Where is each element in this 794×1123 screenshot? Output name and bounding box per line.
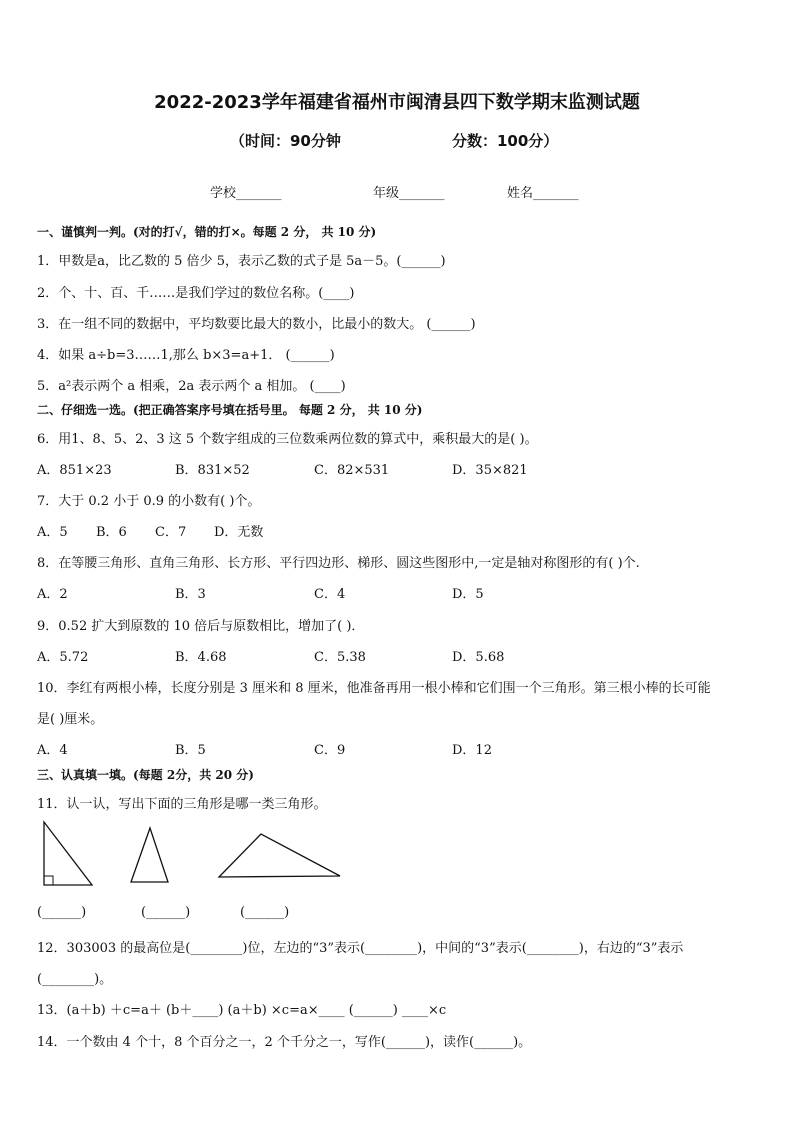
question-9: 9．0.52 扩大到原数的 10 倍后与原数相比，增加了( )． [37, 619, 365, 634]
q10-option-b: B．5 [175, 743, 206, 758]
question-5: 5．a²表示两个 a 相乘，2a 表示两个 a 相加。 (____) [37, 379, 346, 394]
section-3-heading: 三、认真填一填。(每题 2分，共 20 分) [37, 768, 254, 782]
q6-option-a: A．851×23 [37, 463, 112, 478]
question-13: 13．(a＋b) ＋c=a＋ (b＋____) (a＋b) ×c=a×____ (______) ____×c [37, 1003, 447, 1018]
q9-option-b: B．4.68 [175, 650, 227, 665]
q7-option-d: D．无数 [214, 525, 264, 540]
q8-option-c: C．4 [314, 587, 346, 602]
q10-option-a: A．4 [37, 743, 68, 758]
q6-option-d: D．35×821 [452, 463, 528, 478]
q8-option-b: B．3 [175, 587, 206, 602]
obtuse-triangle [219, 834, 340, 877]
q6-option-c: C．82×531 [314, 463, 390, 478]
question-8: 8．在等腰三角形、直角三角形、长方形、平行四边形、梯形、圆这些图形中,一定是轴对称图形的有( )个. [37, 556, 640, 571]
page-title: 2022-2023学年福建省福州市闽清县四下数学期末监测试题 [154, 92, 640, 113]
q11-blank-2: (______) [141, 905, 191, 920]
q9-option-d: D．5.68 [452, 650, 505, 665]
q6-option-b: B．831×52 [175, 463, 250, 478]
name-field: 姓名_______ [507, 186, 579, 201]
q11-blank-1: (______) [37, 905, 87, 920]
question-1: 1．甲数是a，比乙数的 5 倍少 5，表示乙数的式子是 5a－5。(______) [37, 254, 446, 269]
q10-option-d: D．12 [452, 743, 492, 758]
q10-option-c: C．9 [314, 743, 346, 758]
question-12-cont: (________)。 [37, 972, 113, 987]
question-6: 6．用1、8、5、2、3 这 5 个数字组成的三位数乘两位数的算式中，乘积最大的是( )。 [37, 432, 538, 447]
question-12: 12．303003 的最高位是(________)位，左边的“3”表示(________)，中间的“3”表示(________)，右边的“3”表示 [37, 941, 684, 956]
q8-option-a: A．2 [37, 587, 68, 602]
q7-option-c: C．7 [155, 525, 187, 540]
q7-option-a: A．5 [37, 525, 68, 540]
question-7: 7．大于 0.2 小于 0.9 的小数有( )个。 [37, 494, 261, 509]
score-label: 分数：100分） [452, 132, 559, 150]
section-2-heading: 二、仔细选一选。(把正确答案序号填在括号里。 每题 2 分， 共 10 分) [37, 403, 423, 417]
grade-field: 年级_______ [373, 186, 445, 201]
time-label: （时间：90分钟 [230, 132, 341, 150]
q9-option-a: A．5.72 [37, 650, 89, 665]
acute-triangle [131, 828, 168, 882]
q9-option-c: C．5.38 [314, 650, 366, 665]
section-1-heading: 一、谨慎判一判。(对的打√，错的打×。每题 2 分， 共 10 分) [37, 225, 377, 239]
question-4: 4．如果 a÷b=3……1,那么 b×3=a+1． (______) [37, 348, 335, 363]
question-10-cont: 是( )厘米。 [37, 712, 104, 727]
question-10: 10．李红有两根小棒，长度分别是 3 厘米和 8 厘米，他准备再用一根小棒和它们围一个三角形。第三根小棒的长可能 [37, 681, 711, 696]
triangle-figures [35, 818, 355, 890]
q11-blank-3: (______) [240, 905, 290, 920]
right-angle-mark [44, 876, 53, 885]
school-field: 学校_______ [210, 186, 282, 201]
q8-option-d: D．5 [452, 587, 484, 602]
question-2: 2．个、十、百、千……是我们学过的数位名称。(____) [37, 286, 355, 301]
question-11: 11．认一认，写出下面的三角形是哪一类三角形。 [37, 797, 327, 812]
question-3: 3．在一组不同的数据中，平均数要比最大的数小，比最小的数大。 (______) [37, 317, 476, 332]
question-14: 14．一个数由 4 个十，8 个百分之一，2 个千分之一，写作(______)，读作(______)。 [37, 1035, 532, 1050]
q7-option-b: B．6 [96, 525, 127, 540]
